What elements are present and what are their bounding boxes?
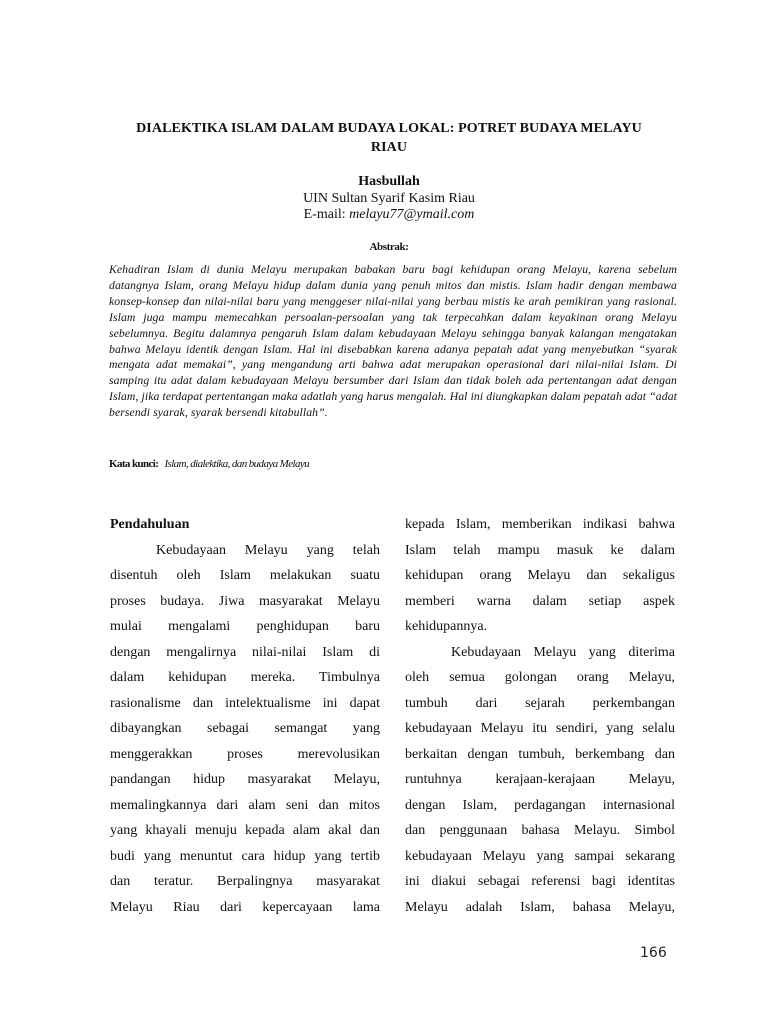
body-line: tumbuh dari sejarah perkembangan (405, 695, 675, 711)
author-email (100, 206, 678, 224)
body-line: Melayu Riau dari kepercayaan lama (110, 899, 380, 915)
email-label: E-mail: (303, 207, 346, 222)
body-line: runtuhnya kerajaan-kerajaan Melayu, (405, 772, 675, 787)
body-line: kebudayaan Melayu itu sendiri, yang selalu (405, 721, 675, 736)
body-line: dengan mengalirnya nilai-nilai Islam di (110, 644, 380, 660)
body-line: berkaitan dengan tumbuh, berkembang dan (405, 746, 675, 762)
body-line: memalingkannya dari alam seni dan mitos (110, 797, 380, 813)
body-line: dan teratur. Berpalingnya masyarakat (110, 874, 380, 889)
email-address: melayu77@ymail.com (349, 207, 475, 222)
body-line: yang khayali menuju kepada alam akal dan (110, 823, 380, 838)
author-affiliation: UIN Sultan Syarif Kasim Riau (303, 191, 475, 206)
body-line: pandangan hidup masyarakat Melayu, (110, 772, 380, 787)
abstract-text: Kehadiran Islam di dunia Melayu merupakan babakan baru bagi kehidupan orang Melayu, karena sebelum datangnya Islam, orang Melayu hidup dalam dunia yang penuh mitos dan mistis. Islam hadir dengan membawa konsep-konsep dan nilai-nilai baru yang menggeser nilai-nilai yang berbau mistis ke arah pemikiran yang rasional. Islam juga mampu memecahkan persoalan-persoalan yang tak terpecahkan dalam keyakinan orang Melayu sebelumnya. Begitu dalamnya pengaruh Islam dalam kebudayaan Melayu sehingga banyak kalangan mengatakan bahwa Melayu identik dengan Islam. Hal ini disebabkan karena adanya pepatah adat yang menyebutkan “syarak mengata adat memakai”, yang mengandung arti bahwa adat merupakan operasional dari nilai-nilai Islam. Di samping itu adat dalam kebudayaan Melayu bersumber dari Islam dan tidak boleh ada pertentangan adat dengan Islam, jika terdapat pertentangan maka adatlah yang harus mengalah. Hal ini diungkapkan dalam pepatah adat “adat bersendi syarak, syarak bersendi kitabullah”. (109, 263, 677, 420)
body-line: memberi warna dalam setiap aspek (405, 593, 675, 609)
body-line: oleh semua golongan orang Melayu, (405, 670, 675, 685)
body-line: budi yang menuntut cara hidup yang tertib (110, 848, 380, 864)
body-line: menggerakkan proses merevolusikan (110, 746, 380, 762)
abstract-heading: Abstrak: (369, 241, 409, 253)
author-name: Hasbullah (358, 174, 420, 189)
body-line: dibayangkan sebagai semangat yang (110, 721, 380, 736)
body-line: Kebudayaan Melayu yang diterima (451, 644, 675, 660)
page-number: 166 (640, 945, 667, 961)
keywords-label: Kata kunci: (109, 458, 159, 470)
left-column (110, 512, 380, 920)
body-line: ini diakui sebagai referensi bagi identitas (405, 874, 675, 889)
keywords (109, 458, 677, 470)
section-heading: Pendahuluan (110, 517, 190, 532)
body-line: kebudayaan Melayu yang sampai sekarang (405, 848, 675, 864)
body-line: proses budaya. Jiwa masyarakat Melayu (110, 593, 380, 609)
body-line: dalam kehidupan mereka. Timbulnya (110, 670, 380, 685)
body-line: Kebudayaan Melayu yang telah (156, 542, 380, 558)
paper-title (100, 119, 678, 157)
body-line: kehidupannya. (405, 619, 488, 634)
body-line: Melayu adalah Islam, bahasa Melayu, (405, 899, 675, 915)
body-line: kepada Islam, memberikan indikasi bahwa (405, 517, 675, 532)
body-line: kehidupan orang Melayu dan sekaligus (405, 568, 675, 583)
body-line: dan penggunaan bahasa Melayu. Simbol (405, 823, 675, 838)
title-line-1: DIALEKTIKA ISLAM DALAM BUDAYA LOKAL: POTRET BUDAYA MELAYU (136, 121, 642, 136)
body-line: dengan Islam, perdagangan internasional (405, 797, 675, 813)
body-line: rasionalisme dan intelektualisme ini dapat (110, 695, 380, 711)
title-line-2: RIAU (370, 140, 408, 155)
body-line: Islam telah mampu masuk ke dalam (405, 542, 675, 558)
right-column (405, 512, 675, 920)
body-line: disentuh oleh Islam melakukan suatu (110, 568, 380, 583)
keywords-value: Islam, dialektika, dan budaya Melayu (164, 458, 310, 470)
body-line: mulai mengalami penghidupan baru (110, 619, 380, 634)
